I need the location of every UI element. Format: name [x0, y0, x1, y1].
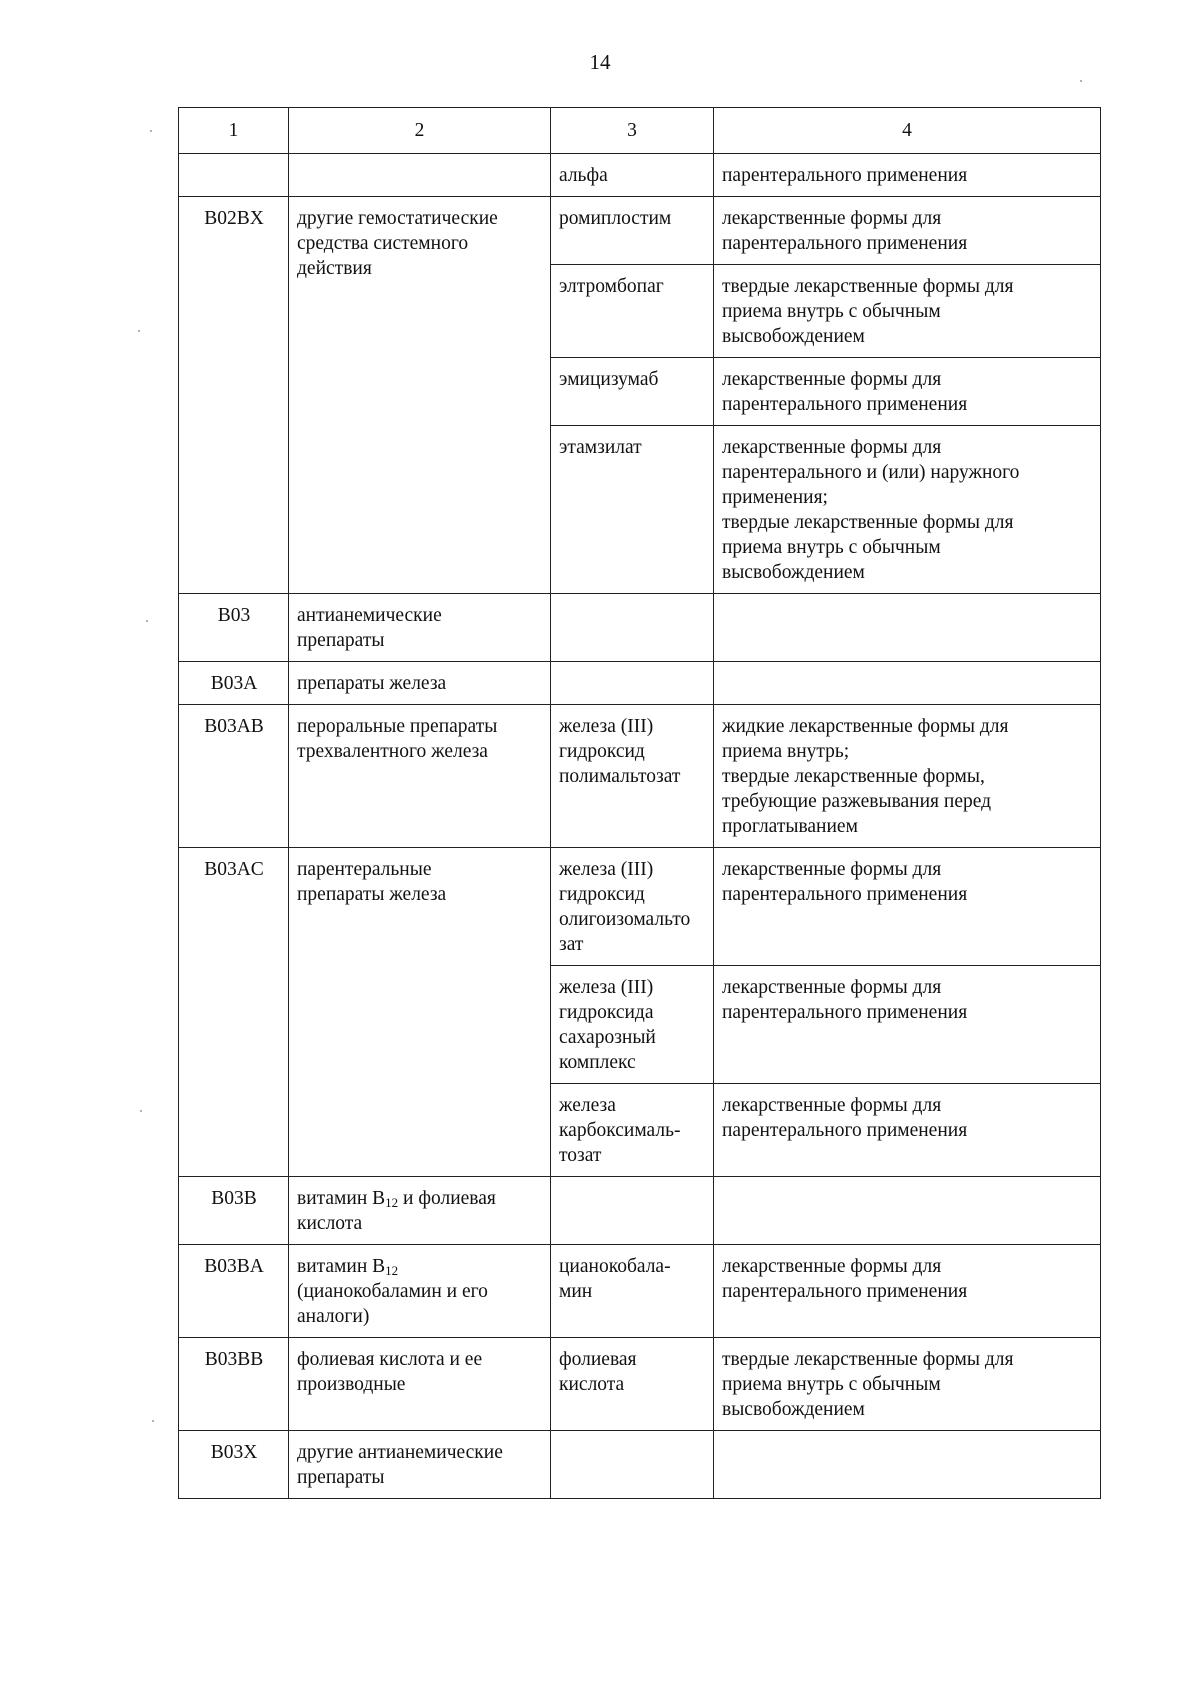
drug-name-cell: [551, 1245, 714, 1338]
group-name-text: витамин B: [297, 1256, 386, 1277]
column-header: 2: [289, 108, 551, 154]
group-name-line: препараты: [297, 1467, 385, 1488]
dosage-form-cell: [714, 594, 1101, 662]
atc-code-cell: B03X: [179, 1431, 289, 1499]
table-row: [179, 197, 1101, 265]
drug-name-line: тозат: [559, 1145, 602, 1166]
dosage-form-line: твердые лекарственные формы,: [722, 766, 985, 787]
drug-name-line: сахарозный: [559, 1027, 656, 1048]
dosage-form-line: приема внутрь;: [722, 741, 850, 762]
dosage-form-cell: [714, 426, 1101, 594]
group-name-line: действия: [297, 258, 372, 279]
group-name-cell: [289, 154, 551, 197]
dosage-form-cell: [714, 358, 1101, 426]
dosage-form-line: парентерального применения: [722, 394, 968, 415]
dosage-form-line: парентерального применения: [722, 233, 968, 254]
header-row: [179, 108, 1101, 154]
dosage-form-line: высвобождением: [722, 562, 865, 583]
group-name-line: другие антианемические: [297, 1442, 503, 1463]
dosage-form-line: лекарственные формы для: [722, 1095, 942, 1116]
drug-name-cell: [551, 705, 714, 848]
dosage-form-line: приема внутрь с обычным: [722, 537, 941, 558]
group-name-line: аналоги): [297, 1306, 370, 1327]
group-name-line: препараты: [297, 630, 385, 651]
group-name-cell: [289, 705, 551, 848]
dosage-form-cell: [714, 197, 1101, 265]
drug-name-cell: [551, 1177, 714, 1245]
dosage-form-line: лекарственные формы для: [722, 437, 942, 458]
drug-name-cell: альфа: [551, 154, 714, 197]
group-name-cell: [289, 662, 551, 705]
subscript: 12: [385, 1195, 399, 1210]
atc-code-cell: [179, 154, 289, 197]
dosage-form-line: жидкие лекарственные формы для: [722, 716, 1009, 737]
drug-name-line: мин: [559, 1281, 593, 1302]
drug-name-line: фолиевая: [559, 1349, 637, 1370]
dosage-form-line: проглатыванием: [722, 816, 858, 837]
column-header: 4: [714, 108, 1101, 154]
atc-code-cell: B03AB: [179, 705, 289, 848]
dosage-form-line: парентерального применения: [722, 884, 968, 905]
group-name-line: производные: [297, 1374, 406, 1395]
table-row: [179, 1338, 1101, 1431]
dosage-form-cell: [714, 848, 1101, 966]
dosage-form-line: лекарственные формы для: [722, 208, 942, 229]
table-row: [179, 1177, 1101, 1245]
dosage-form-line: высвобождением: [722, 1399, 865, 1420]
dosage-form-cell: [714, 1338, 1101, 1431]
table-row: [179, 594, 1101, 662]
group-name-line: другие гемостатические: [297, 208, 498, 229]
group-name-line: [297, 1254, 543, 1279]
group-name-cell: [289, 1245, 551, 1338]
atc-code-cell: B03B: [179, 1177, 289, 1245]
dosage-form-line: лекарственные формы для: [722, 369, 942, 390]
dosage-form-cell: [714, 154, 1101, 197]
dosage-form-line: парентерального применения: [722, 165, 968, 186]
dosage-form-line: твердые лекарственные формы для: [722, 512, 1014, 533]
dosage-form-line: парентерального и (или) наружного: [722, 462, 1020, 483]
dosage-form-cell: [714, 1084, 1101, 1177]
drug-name-line: железа (III): [559, 977, 654, 998]
drug-name-cell: ромиплостим: [551, 197, 714, 265]
drug-name-cell: [551, 594, 714, 662]
atc-code-cell: B03BB: [179, 1338, 289, 1431]
group-name-line: пероральные препараты: [297, 716, 498, 737]
table-row: [179, 1245, 1101, 1338]
dosage-form-line: парентерального применения: [722, 1120, 968, 1141]
dosage-form-line: приема внутрь с обычным: [722, 1374, 941, 1395]
group-name-line: антианемические: [297, 605, 442, 626]
dosage-form-line: лекарственные формы для: [722, 977, 942, 998]
group-name-cell: [289, 1431, 551, 1499]
dosage-form-cell: [714, 1431, 1101, 1499]
dosage-form-cell: [714, 705, 1101, 848]
drug-name-cell: этамзилат: [551, 426, 714, 594]
dosage-form-line: парентерального применения: [722, 1002, 968, 1023]
dosage-form-cell: [714, 1245, 1101, 1338]
dosage-form-cell: [714, 265, 1101, 358]
group-name-line: препараты железа: [297, 884, 447, 905]
drug-name-cell: [551, 966, 714, 1084]
drug-name-line: железа (III): [559, 859, 654, 880]
table-row: [179, 154, 1101, 197]
scan-speck: [150, 130, 152, 132]
subscript: 12: [385, 1263, 399, 1278]
atc-code-cell: B03: [179, 594, 289, 662]
atc-code-cell: B03AC: [179, 848, 289, 1177]
drug-name-line: железа: [559, 1095, 616, 1116]
drug-name-line: гидроксид: [559, 741, 645, 762]
group-name-line: фолиевая кислота и ее: [297, 1349, 483, 1370]
drug-name-line: цианокобала-: [559, 1256, 671, 1277]
drug-name-cell: [551, 848, 714, 966]
drug-name-cell: элтромбопаг: [551, 265, 714, 358]
group-name-line: препараты железа: [297, 673, 447, 694]
scan-speck: [140, 1110, 142, 1112]
drug-name-line: зат: [559, 934, 584, 955]
group-name-line: [297, 1186, 543, 1211]
dosage-form-cell: [714, 662, 1101, 705]
atc-code-cell: B02BX: [179, 197, 289, 594]
scan-speck: [152, 1420, 154, 1422]
dosage-form-line: приема внутрь с обычным: [722, 301, 941, 322]
group-name-line: трехвалентного железа: [297, 741, 488, 762]
dosage-form-line: высвобождением: [722, 326, 865, 347]
drug-name-line: кислота: [559, 1374, 625, 1395]
drug-name-cell: [551, 1338, 714, 1431]
page-number: 14: [589, 50, 611, 74]
dosage-form-line: твердые лекарственные формы для: [722, 276, 1014, 297]
drug-name-line: комплекс: [559, 1052, 636, 1073]
dosage-form-line: твердые лекарственные формы для: [722, 1349, 1014, 1370]
scan-speck: [1080, 80, 1082, 82]
group-name-text: и фолиевая: [398, 1188, 496, 1209]
drug-name-line: гидроксид: [559, 884, 645, 905]
drug-name-cell: эмицизумаб: [551, 358, 714, 426]
dosage-form-cell: [714, 1177, 1101, 1245]
group-name-line: кислота: [297, 1213, 363, 1234]
drug-name-line: полимальтозат: [559, 766, 681, 787]
table-row: [179, 848, 1101, 966]
group-name-cell: [289, 1177, 551, 1245]
dosage-form-line: лекарственные формы для: [722, 1256, 942, 1277]
group-name-cell: [289, 1338, 551, 1431]
dosage-form-line: парентерального применения: [722, 1281, 968, 1302]
dosage-form-line: применения;: [722, 487, 828, 508]
atc-code-cell: B03A: [179, 662, 289, 705]
group-name-cell: [289, 197, 551, 594]
group-name-line: средства системного: [297, 233, 469, 254]
dosage-form-cell: [714, 966, 1101, 1084]
drug-name-cell: [551, 1431, 714, 1499]
table-row: [179, 662, 1101, 705]
drug-name-cell: [551, 662, 714, 705]
scan-speck: [146, 620, 148, 622]
group-name-cell: [289, 594, 551, 662]
group-name-line: парентеральные: [297, 859, 432, 880]
group-name-text: витамин B: [297, 1188, 386, 1209]
dosage-form-line: лекарственные формы для: [722, 859, 942, 880]
drug-name-line: гидроксида: [559, 1002, 654, 1023]
column-header: 1: [179, 108, 289, 154]
table-row: [179, 1431, 1101, 1499]
drug-name-line: карбоксималь-: [559, 1120, 681, 1141]
drug-name-line: железа (III): [559, 716, 654, 737]
drug-name-cell: [551, 1084, 714, 1177]
column-header: 3: [551, 108, 714, 154]
group-name-cell: [289, 848, 551, 1177]
dosage-form-line: требующие разжевывания перед: [722, 791, 992, 812]
drug-table: [178, 107, 1101, 1499]
scan-speck: [138, 330, 140, 332]
atc-code-cell: B03BA: [179, 1245, 289, 1338]
drug-name-line: олигоизомальто: [559, 909, 691, 930]
group-name-line: (цианокобаламин и его: [297, 1281, 488, 1302]
table-row: [179, 705, 1101, 848]
